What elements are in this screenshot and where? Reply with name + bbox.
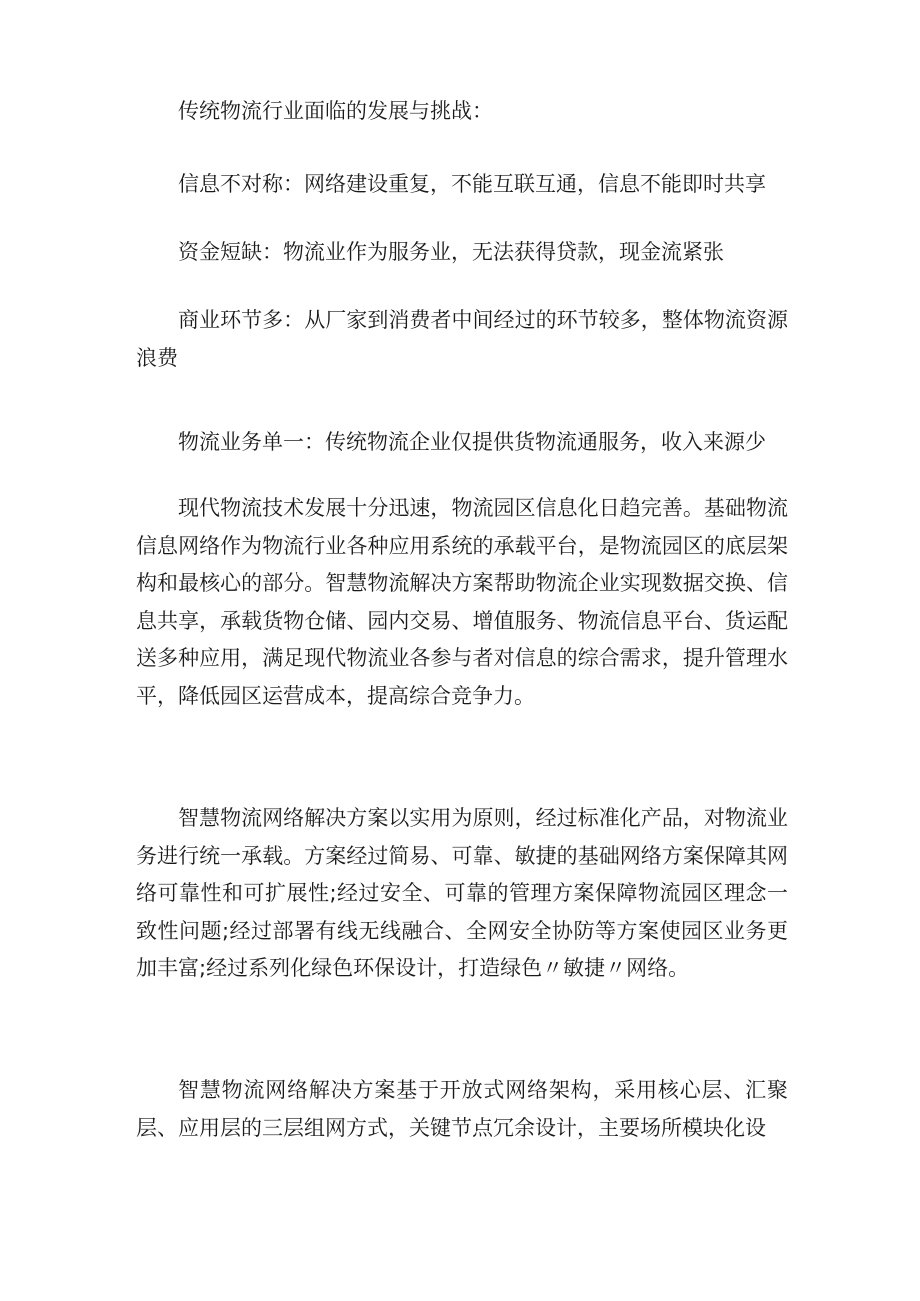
paragraph-modern-logistics: 现代物流技术发展十分迅速，物流园区信息化日趋完善。基础物流信息网络作为物流行业各种应用系统的承载平台，是物流园区的底层架构和最核心的部分。智慧物流解决方案帮助物流企业实现数据交换、信息共享，承载货物仓储、园内交易、增值服务、物流信息平台、货运配送多种应用，满足现代物流业各参与者对信息的综合需求，提升管理水平，降低园区运营成本，提高综合竞争力。 — [136, 496, 788, 708]
paragraph-many-business-links: 商业环节多：从厂家到消费者中间经过的环节较多，整体物流资源浪费 — [136, 308, 788, 370]
paragraph-challenges-heading: 传统物流行业面临的发展与挑战： — [178, 99, 493, 123]
paragraph-network-architecture: 智慧物流网络解决方案基于开放式网络架构，采用核心层、汇聚层、应用层的三层组网方式，关键节点冗余设计，主要场所模块化设 — [136, 1078, 788, 1140]
paragraph-info-asymmetry: 信息不对称：网络建设重复，不能互联互通，信息不能即时共享 — [178, 172, 766, 196]
paragraph-network-solution-principles: 智慧物流网络解决方案以实用为原则，经过标准化产品，对物流业务进行统一承载。方案经过简易、可靠、敏捷的基础网络方案保障其网络可靠性和可扩展性;经过安全、可靠的管理方案保障物流园区理念一致性问题;经过部署有线无线融合、全网安全协防等方案使园区业务更加丰富;经过系列化绿色环保设计，打造绿色〃敏捷〃网络。 — [136, 806, 788, 980]
paragraph-single-business: 物流业务单一：传统物流企业仅提供货物流通服务，收入来源少 — [178, 430, 766, 454]
paragraph-funding-shortage: 资金短缺：物流业作为服务业，无法获得贷款，现金流紧张 — [178, 240, 724, 264]
